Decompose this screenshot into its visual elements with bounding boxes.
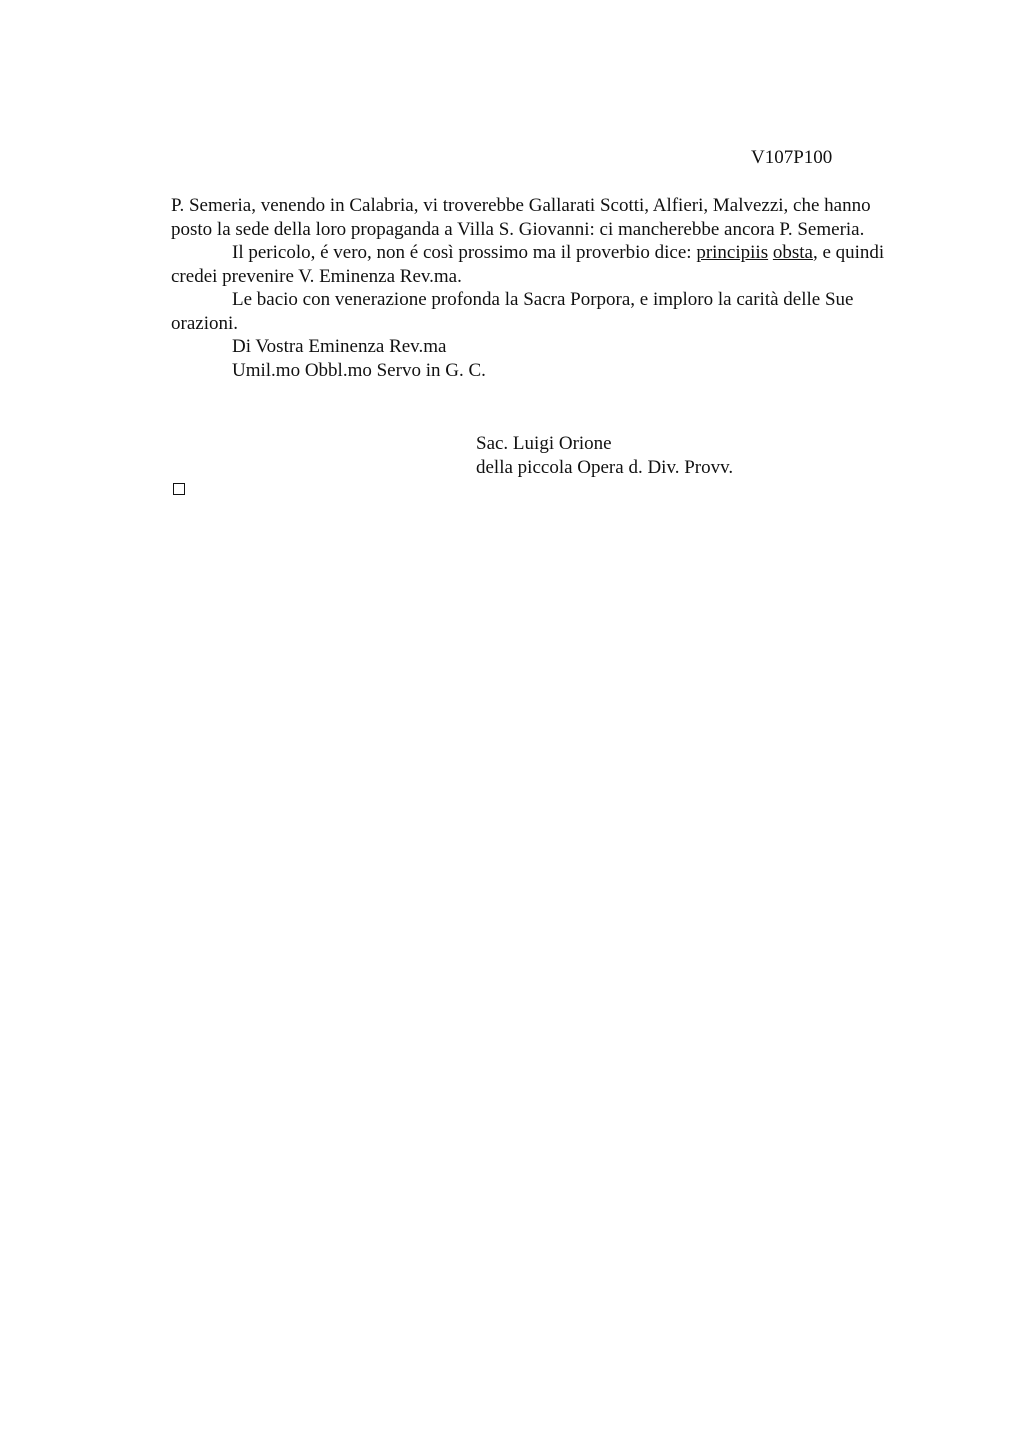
paragraph-1: P. Semeria, venendo in Calabria, vi troverebbe Gallarati Scotti, Alfieri, Malvezzi, che hanno posto la sede della loro propaganda a Villa S. Giovanni: ci mancherebbe ancora P. Semeria. (171, 195, 871, 240)
signature-block (476, 432, 733, 479)
underlined-word-obsta: obsta (772, 242, 813, 263)
signature-title: della piccola Opera d. Div. Provv. (476, 456, 734, 478)
page-code: V107P100 (751, 147, 833, 168)
underlined-word-principiis: principiis (696, 242, 769, 263)
paragraph-2-text-start: Il pericolo, é vero, non é così prossimo ma il proverbio dice: (232, 242, 697, 263)
letter-body (171, 194, 913, 382)
square-outline-icon (173, 483, 185, 495)
signature-name: Sac. Luigi Orione (476, 433, 612, 454)
closing-line-1: Di Vostra Eminenza Rev.ma (232, 336, 447, 357)
paragraph-2 (171, 241, 913, 288)
closing-line-2: Umil.mo Obbl.mo Servo in G. C. (232, 359, 486, 381)
paragraph-2-text-end: , e quindi credei prevenire V. Eminenza Rev.ma. (171, 242, 885, 287)
paragraph-3: Le bacio con venerazione profonda la Sacra Porpora, e imploro la carità delle Sue orazioni. (171, 289, 854, 334)
